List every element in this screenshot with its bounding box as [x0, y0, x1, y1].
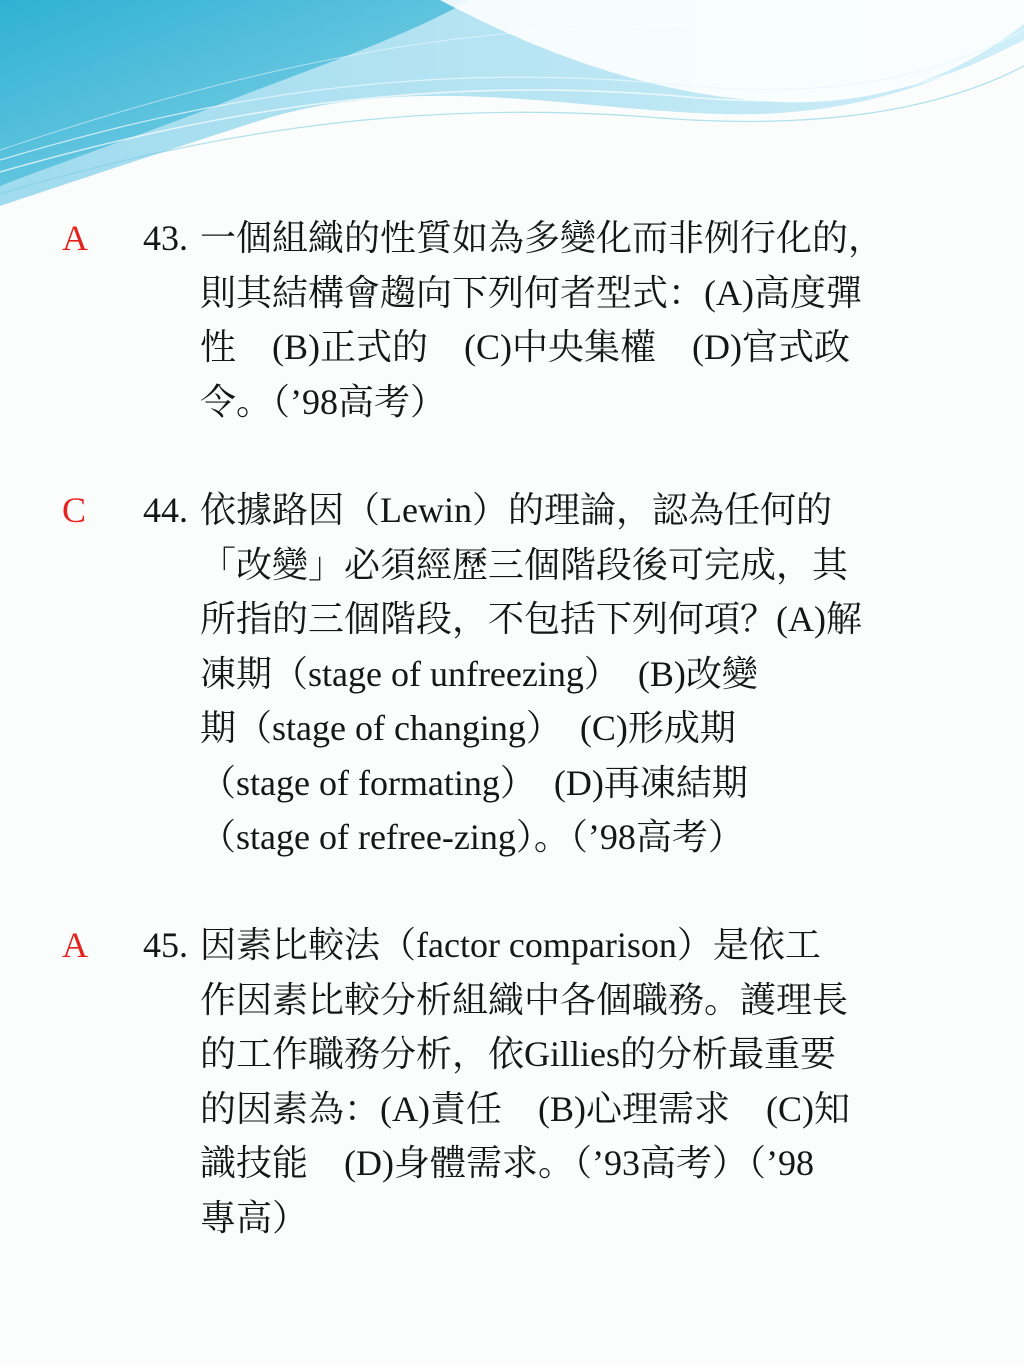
question-text-line: 令。（’98高考）	[200, 381, 446, 422]
question-text	[200, 918, 1010, 1245]
question-text-line: 所指的三個階段，不包括下列何項？(A)解	[200, 599, 862, 639]
answer-letter: C	[62, 490, 87, 530]
answer-letter: A	[62, 218, 88, 258]
question-number: 44.	[143, 490, 188, 530]
question-text-line: 專高）	[200, 1197, 309, 1238]
question-text	[200, 211, 1010, 429]
question-text-line: 凍期（stage of unfreezing） (B)改變	[200, 653, 758, 694]
question-text-line: 的工作職務分析，依Gillies的分析最重要	[200, 1034, 836, 1074]
question-text-line: 識技能 (D)身體需求。（’93高考）（’98	[200, 1143, 814, 1183]
question-text	[200, 483, 1010, 865]
question-text-line: （stage of refree-zing）。（’98高考）	[200, 817, 744, 857]
question-number: 45.	[143, 925, 188, 965]
question-text-line: 則其結構會趨向下列何者型式：(A)高度彈	[200, 272, 862, 313]
question-text-line: 一個組織的性質如為多變化而非例行化的，	[200, 218, 885, 258]
question-text-line: 「改變」必須經歷三個階段後可完成，其	[200, 544, 849, 585]
decorative-wave	[0, 0, 1024, 220]
question-text-line: （stage of formating） (D)再凍結期	[200, 762, 748, 803]
question-text-line: 性 (B)正式的 (C)中央集權 (D)官式政	[200, 327, 850, 367]
question-number: 43.	[143, 218, 188, 258]
question-text-line: 依據路因（Lewin）的理論，認為任何的	[200, 490, 832, 530]
question-text-line: 因素比較法（factor comparison）是依工	[200, 925, 821, 965]
question-text-line: 的因素為：(A)責任 (B)心理需求 (C)知	[200, 1088, 850, 1129]
question-text-line: 作因素比較分析組織中各個職務。護理長	[200, 979, 849, 1020]
answer-letter: A	[62, 925, 88, 965]
question-text-line: 期（stage of changing） (C)形成期	[200, 708, 736, 748]
